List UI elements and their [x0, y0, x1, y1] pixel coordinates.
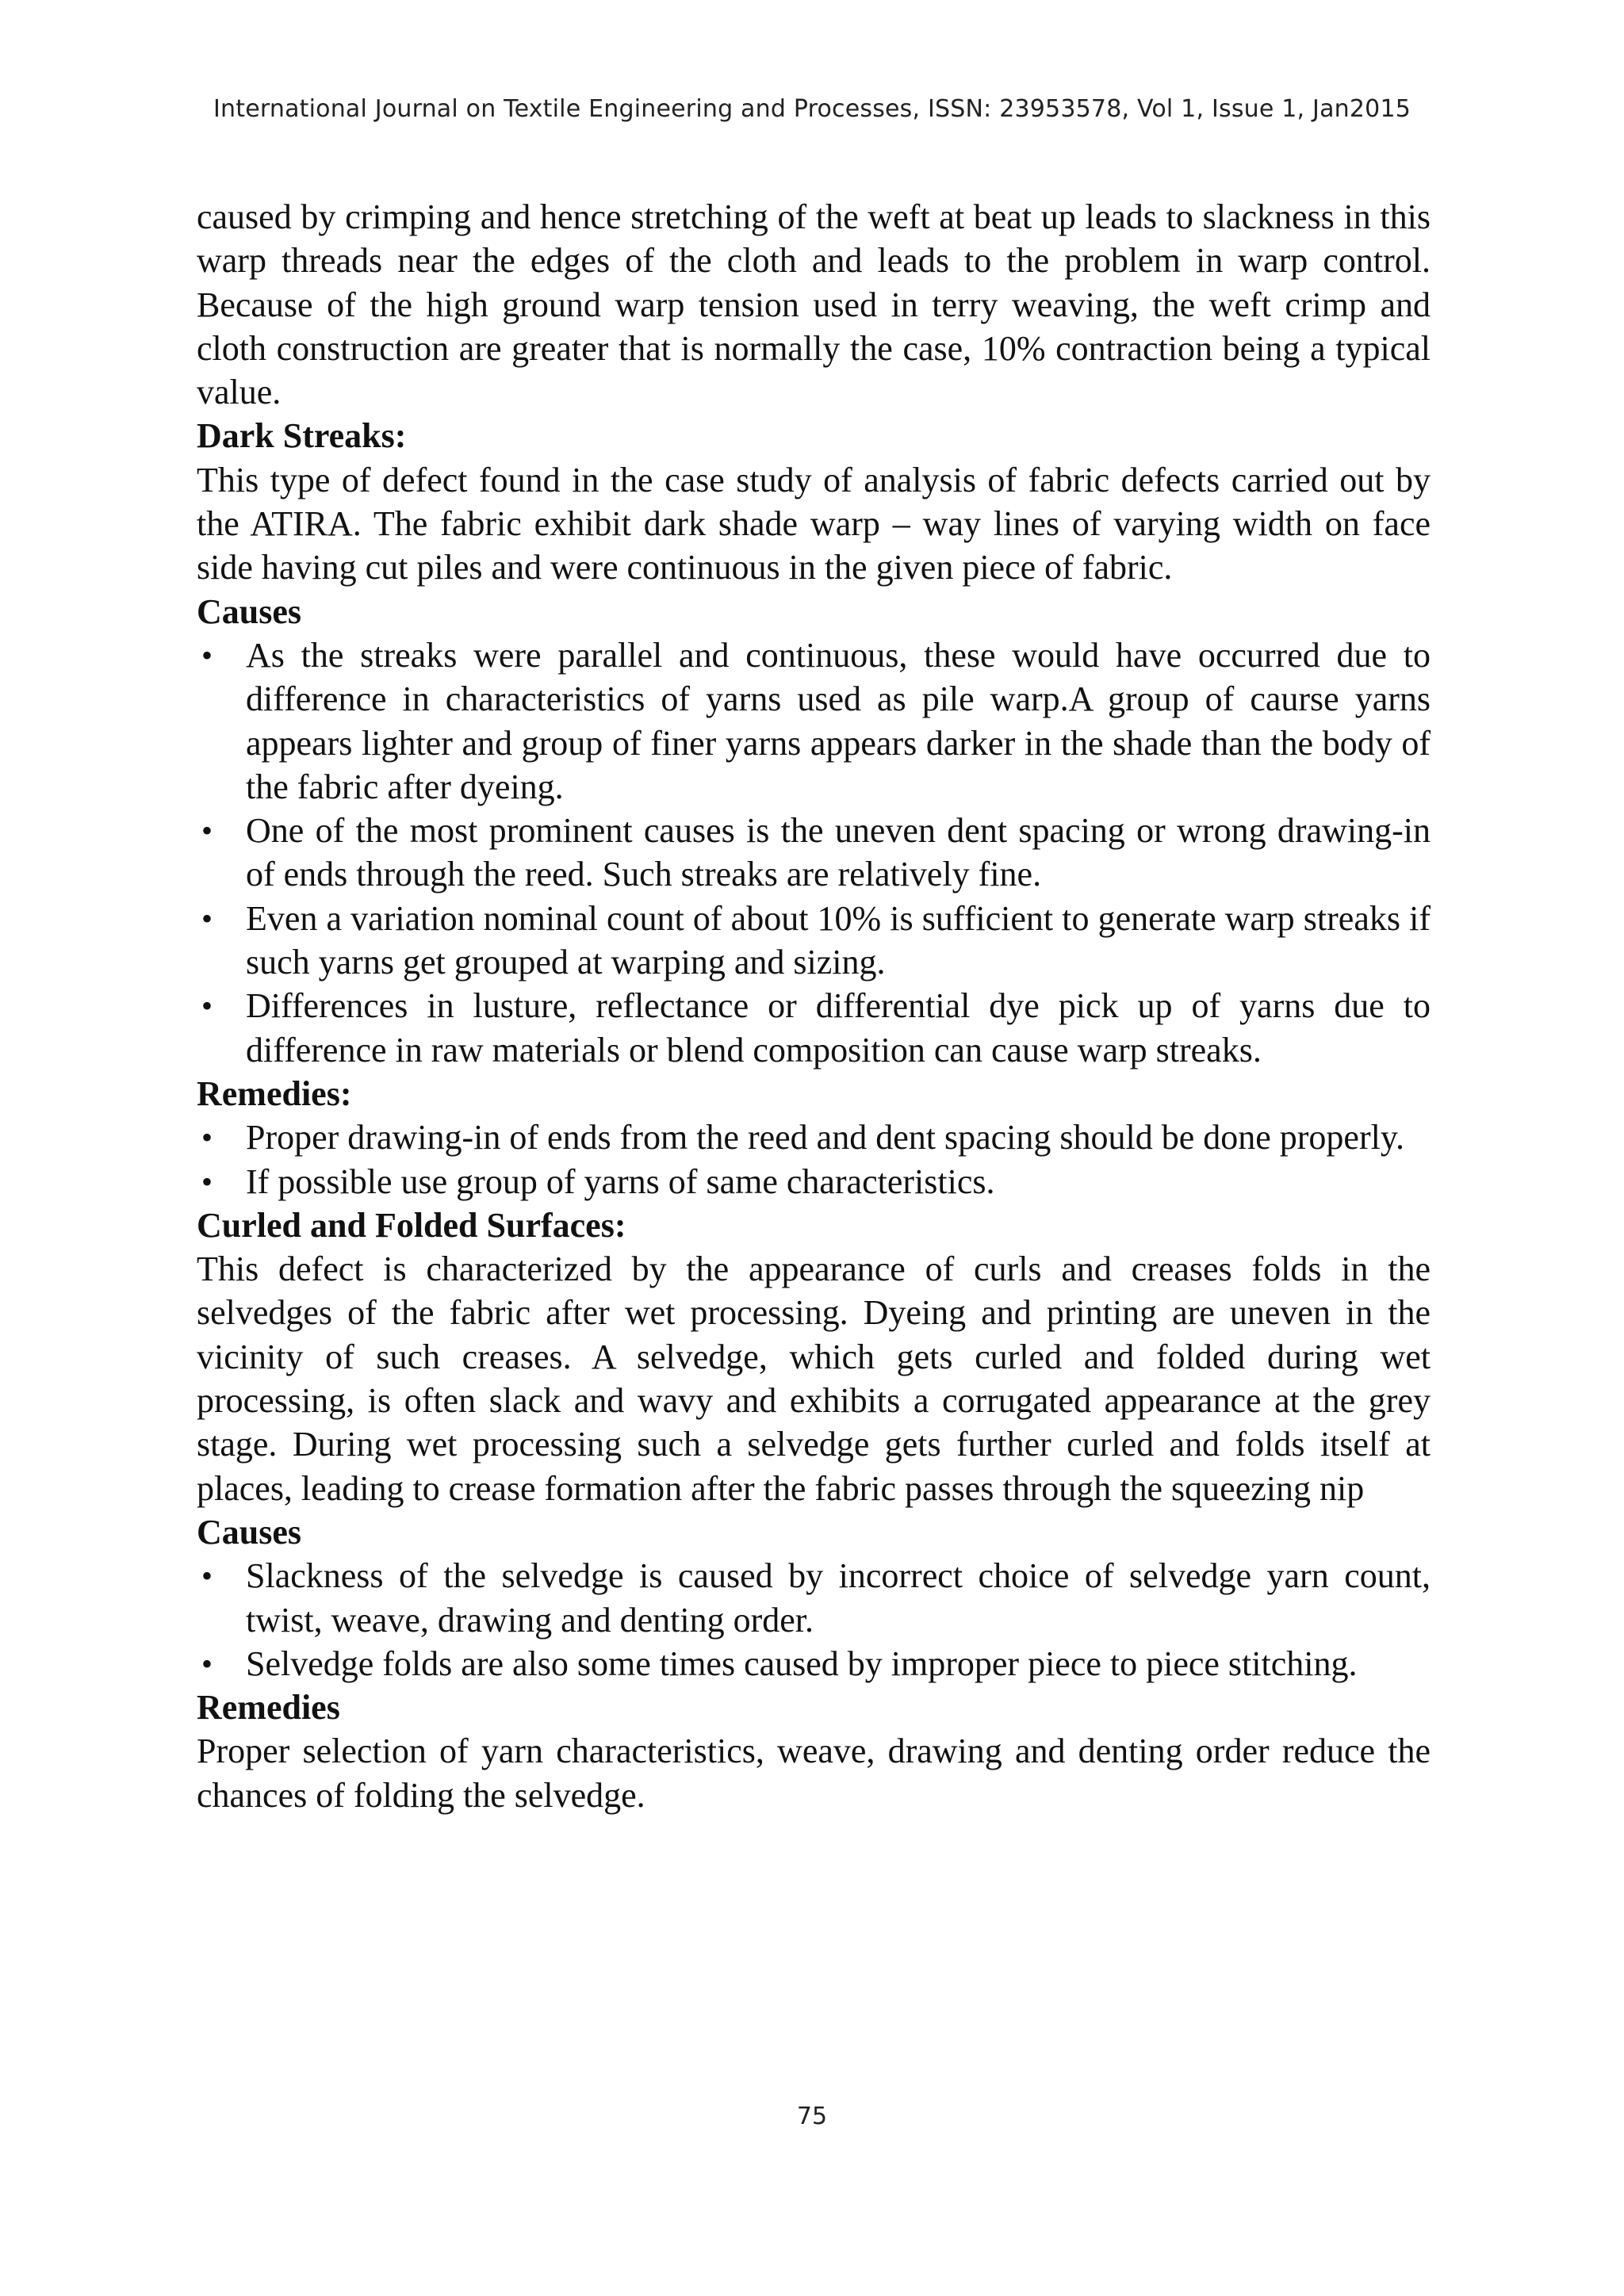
list-item: • Even a variation nominal count of about 10% is sufficient to generate warp streaks if such yarns get grouped at warping and sizing. [197, 897, 1431, 985]
subheading-remedies: Remedies [197, 1688, 340, 1728]
list-item: • Differences in lusture, reflectance or differential dye pick up of yarns due to difference in raw materials or blend composition can cause warp streaks. [197, 984, 1431, 1072]
list-item: • Proper drawing-in of ends from the reed and dent spacing should be done properly. [197, 1115, 1431, 1159]
curled-folded-causes-list [197, 1554, 1431, 1686]
list-item: • Slackness of the selvedge is caused by incorrect choice of selvedge yarn count, twist, weave, drawing and denting order. [197, 1554, 1431, 1642]
bullet-icon: • [201, 1645, 213, 1682]
dark-streaks-paragraph: This type of defect found in the case study of analysis of fabric defects carried out by the ATIRA. The fabric exhibit dark shade warp – way lines of varying width on face side having cut piles and were continuous in the given piece of fabric. [197, 460, 1431, 587]
bullet-icon: • [201, 1163, 213, 1200]
subheading-remedies: Remedies: [197, 1073, 352, 1113]
page-number: 75 [796, 2103, 828, 2130]
list-item: • As the streaks were parallel and continuous, these would have occurred due to difference in characteristics of yarns used as pile warp.A group of caurse yarns appears lighter and group of finer yarns appears darker in the shade than the body of the fabric after dyeing. [197, 633, 1431, 809]
dark-streaks-remedies-list [197, 1115, 1431, 1203]
list-item: • Selvedge folds are also some times caused by improper piece to piece stitching. [197, 1642, 1431, 1686]
bullet-icon: • [201, 637, 213, 673]
intro-paragraph: caused by crimping and hence stretching of the weft at beat up leads to slackness in this warp threads near the edges of the cloth and leads to the problem in warp control. Because of the high ground warp tension used in terry weaving, the weft crimp and cloth construction are greater that is normally the case, 10% contraction being a typical value. [197, 197, 1431, 412]
bullet-icon: • [201, 1119, 213, 1156]
list-item: • One of the most prominent causes is the uneven dent spacing or wrong drawing-in of ends through the reed. Such streaks are relatively fine. [197, 809, 1431, 897]
dark-streaks-causes-list [197, 633, 1431, 1072]
page-body [197, 195, 1431, 1817]
subheading-causes: Causes [197, 1512, 302, 1552]
bullet-icon: • [201, 900, 213, 936]
list-item: • If possible use group of yarns of same characteristics. [197, 1160, 1431, 1203]
bullet-icon: • [201, 988, 213, 1024]
subheading-causes: Causes [197, 591, 302, 631]
bullet-icon: • [201, 1558, 213, 1594]
curled-folded-remedies-paragraph: Proper selection of yarn characteristics, weave, drawing and denting order reduce the chances of folding the selvedge. [197, 1732, 1431, 1815]
curled-folded-paragraph: This defect is characterized by the appearance of curls and creases folds in the selvedges of the fabric after wet processing. Dyeing and printing are uneven in the vicinity of such creases. A selvedge, which gets curled and folded during wet processing, is often slack and wavy and exhibits a corrugated appearance at the grey stage. During wet processing such a selvedge gets further curled and folds itself at places, leading to crease formation after the fabric passes through the squeezing nip [197, 1249, 1431, 1508]
running-header: International Journal on Textile Engineering and Processes, ISSN: 23953578, Vol 1, Issue 1, Jan2015 [213, 95, 1411, 123]
section-heading-dark-streaks: Dark Streaks: [197, 416, 407, 456]
section-heading-curled-folded: Curled and Folded Surfaces: [197, 1205, 626, 1245]
bullet-icon: • [201, 813, 213, 849]
